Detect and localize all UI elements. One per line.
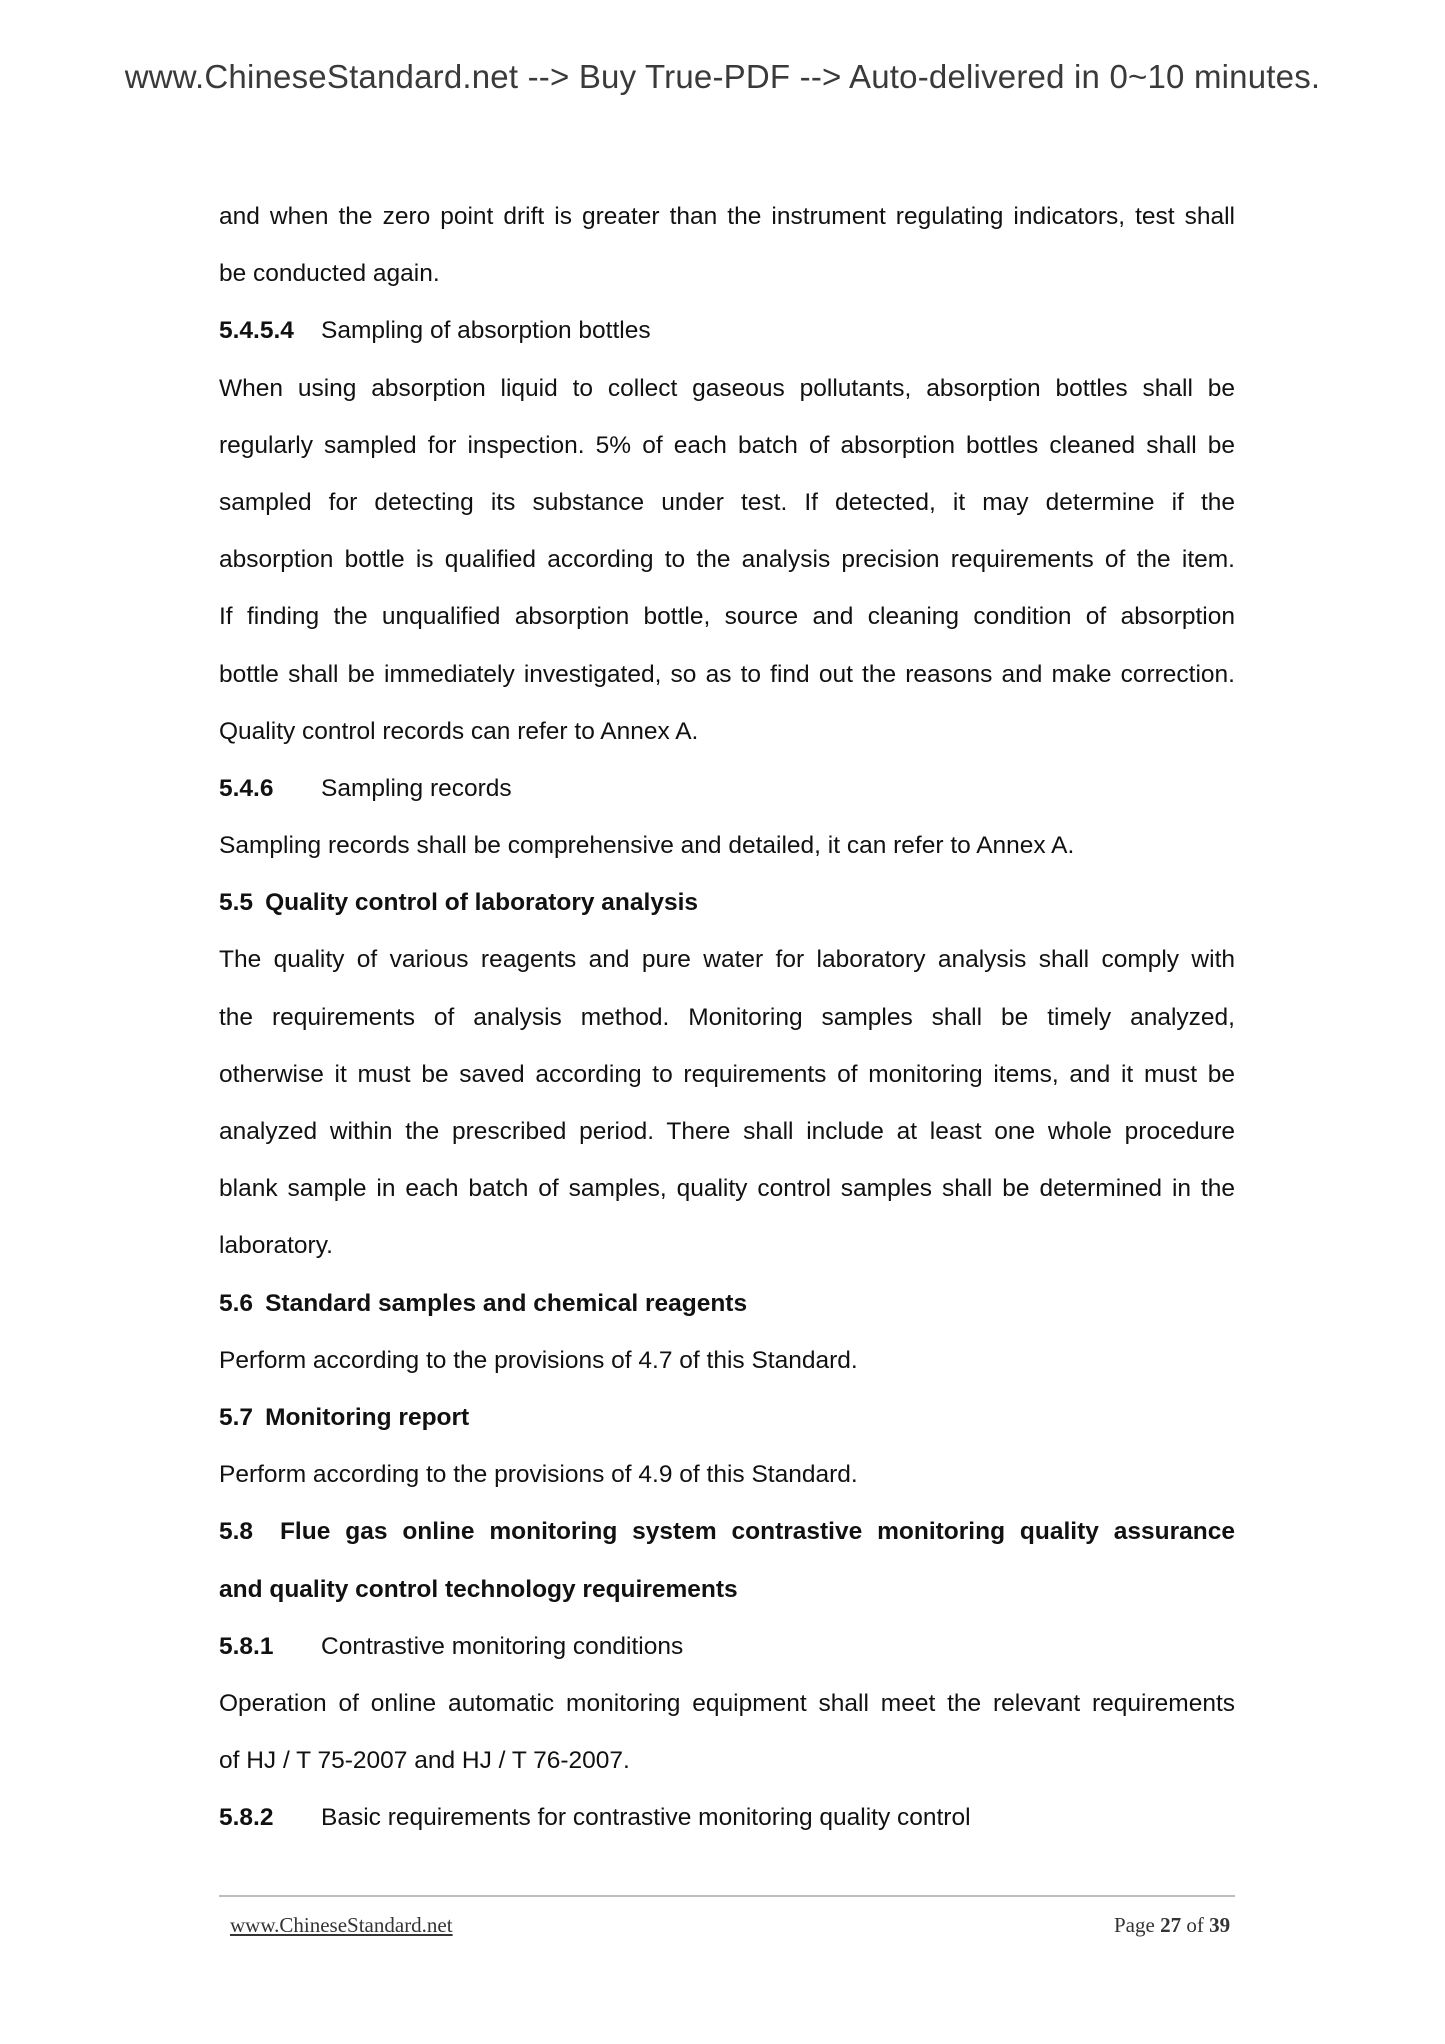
section-heading-5-8-1 [219, 1618, 1235, 1675]
page-total: 39 [1209, 1913, 1231, 1937]
section-heading-5-4-6 [219, 760, 1235, 817]
section-number: 5.5 [219, 889, 254, 917]
section-number: 5.8.1 [219, 1632, 274, 1660]
page-of: of [1186, 1913, 1204, 1937]
paragraph-line: When using absorption liquid to collect gaseous pollutants, absorption bottles shall be [219, 374, 1235, 402]
paragraph-line: and when the zero point drift is greater than the instrument regulating indicators, test shall [219, 203, 1235, 230]
section-heading-5-7 [219, 1389, 1235, 1446]
paragraph-line: otherwise it must be saved according to requirements of monitoring items, and it must be [219, 1060, 1235, 1088]
section-heading-5-5 [219, 874, 1235, 931]
paragraph-line: If finding the unqualified absorption bottle, source and cleaning condition of absorption [219, 603, 1235, 631]
page-word: Page [1114, 1913, 1155, 1937]
section-number: 5.4.6 [219, 774, 274, 802]
section-number: 5.8.2 [219, 1804, 274, 1832]
document-body [219, 188, 1235, 1846]
section-title: Flue gas online monitoring system contrastive monitoring quality assurance [279, 1518, 1235, 1546]
section-heading-5-8-continued: and quality control technology requirements [219, 1575, 738, 1603]
section-title: Quality control of laboratory analysis [265, 889, 698, 917]
section-title: Sampling records [321, 774, 512, 802]
paragraph-line: be conducted again. [219, 260, 440, 288]
section-heading-5-8-2 [219, 1789, 1235, 1846]
paragraph-line: absorption bottle is qualified according to the analysis precision requirements of the item. [219, 546, 1235, 574]
section-heading-5-8 [219, 1503, 1235, 1560]
paragraph-line: blank sample in each batch of samples, quality control samples shall be determined in the [219, 1175, 1235, 1203]
footer-divider [219, 1895, 1235, 1897]
section-title: Standard samples and chemical reagents [265, 1289, 748, 1317]
paragraph-line: of HJ / T 75-2007 and HJ / T 76-2007. [219, 1747, 630, 1775]
paragraph-line: bottle shall be immediately investigated, so as to find out the reasons and make correction. [219, 660, 1235, 688]
paragraph-line: Quality control records can refer to Annex A. [219, 717, 699, 745]
paragraph-line: Perform according to the provisions of 4.9 of this Standard. [219, 1461, 858, 1489]
footer-site-link[interactable]: www.ChineseStandard.net [230, 1913, 453, 1937]
section-heading-5-6 [219, 1275, 1235, 1332]
paragraph-line: the requirements of analysis method. Monitoring samples shall be timely analyzed, [219, 1003, 1235, 1031]
paragraph-line: Perform according to the provisions of 4.7 of this Standard. [219, 1346, 858, 1374]
paragraph-line: analyzed within the prescribed period. There shall include at least one whole procedure [219, 1118, 1235, 1145]
paragraph-line: Operation of online automatic monitoring equipment shall meet the relevant requirements [219, 1689, 1235, 1717]
paragraph-line: laboratory. [219, 1232, 333, 1260]
section-title: Sampling of absorption bottles [321, 317, 651, 345]
section-number: 5.8 [219, 1518, 254, 1546]
section-number: 5.6 [219, 1289, 254, 1317]
section-heading-5-4-5-4 [219, 302, 1235, 359]
page-current: 27 [1160, 1913, 1182, 1937]
section-title: Contrastive monitoring conditions [321, 1632, 684, 1660]
top-banner: www.ChineseStandard.net --> Buy True-PDF --> Auto-delivered in 0~10 minutes. [124, 58, 1321, 95]
section-title: Basic requirements for contrastive monitoring quality control [321, 1804, 971, 1832]
section-title: Monitoring report [265, 1403, 470, 1431]
paragraph-line: regularly sampled for inspection. 5% of each batch of absorption bottles cleaned shall be [219, 431, 1235, 459]
section-number: 5.4.5.4 [219, 317, 294, 345]
section-number: 5.7 [219, 1403, 254, 1431]
paragraph-line: Sampling records shall be comprehensive and detailed, it can refer to Annex A. [219, 832, 1075, 860]
footer-page-number [1114, 1913, 1230, 1938]
paragraph-line: The quality of various reagents and pure water for laboratory analysis shall comply with [219, 946, 1235, 974]
paragraph-line: sampled for detecting its substance under test. If detected, it may determine if the [219, 488, 1235, 516]
